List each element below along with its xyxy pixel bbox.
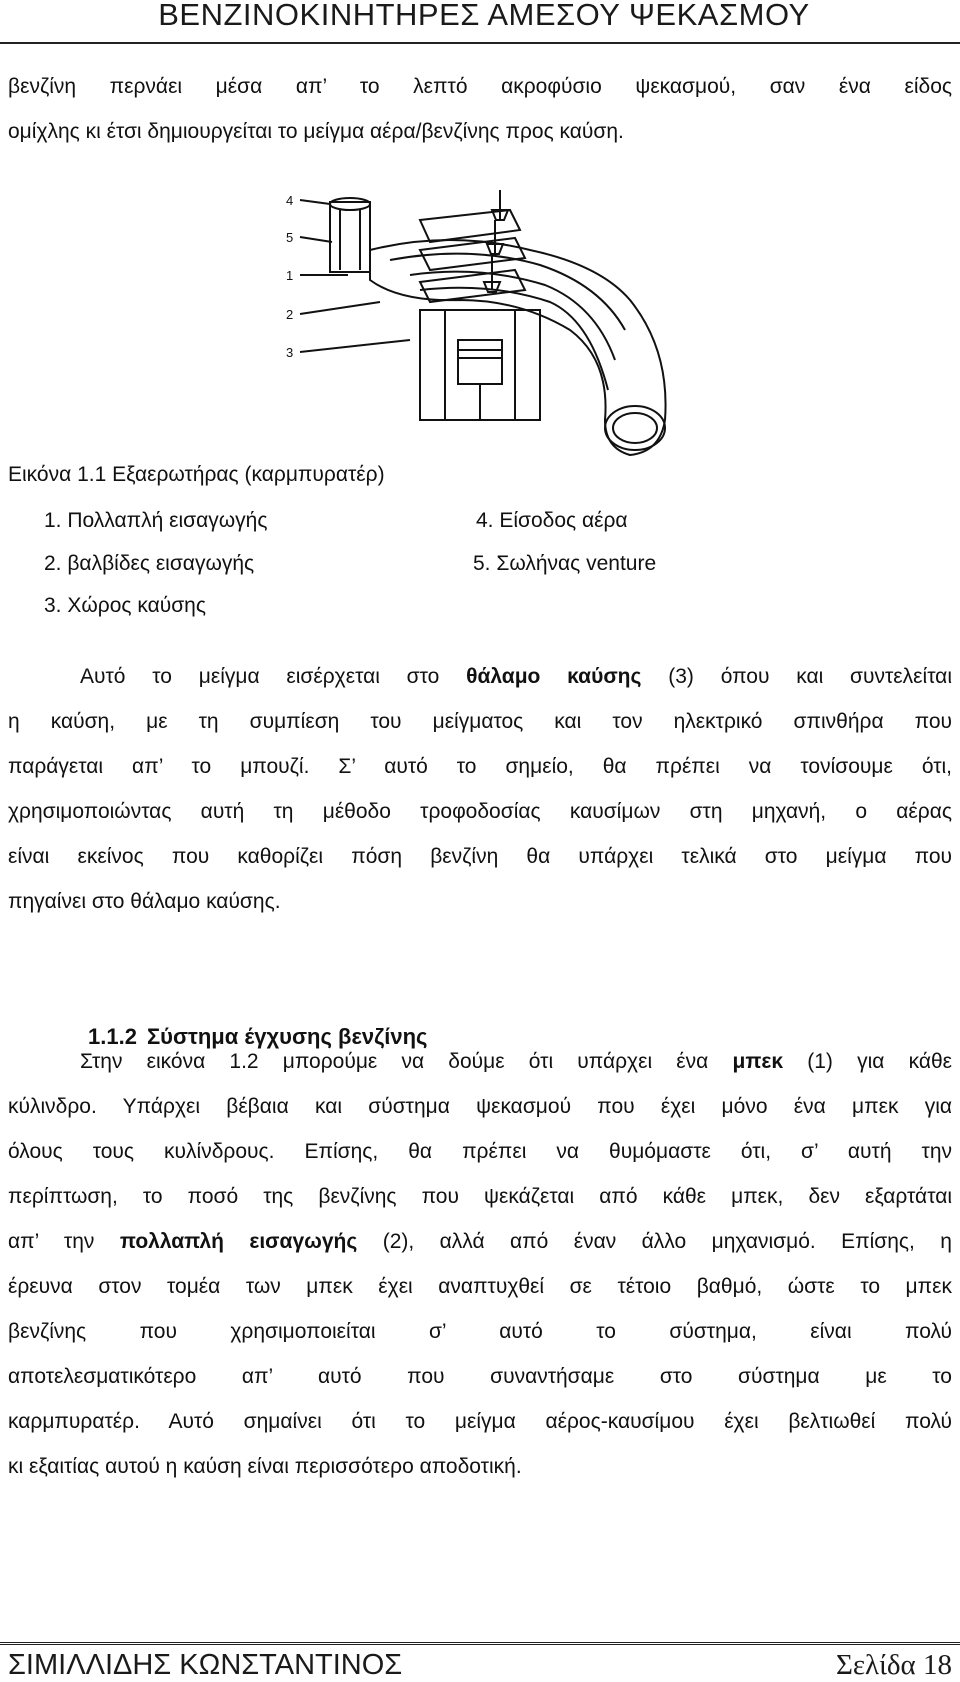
text-line: η καύση, με τη συμπίεση του μείγματος και τον ηλεκτρικό σπινθήρα που bbox=[8, 710, 952, 733]
leader-line-4 bbox=[300, 200, 330, 204]
figure-caption: Εικόνα 1.1 Εξαερωτήρας (καρμπυρατέρ) bbox=[8, 463, 385, 486]
text-line bbox=[8, 1039, 952, 1084]
bold-term: μπεκ bbox=[732, 1050, 784, 1073]
text-span: (3) όπου και συντελείται bbox=[641, 665, 952, 688]
figure-label-1: 1 bbox=[286, 268, 294, 283]
intake-manifold bbox=[370, 240, 666, 455]
page-header bbox=[0, 0, 960, 44]
figure-label-5: 5 bbox=[286, 230, 294, 245]
figure-label-2: 2 bbox=[286, 307, 294, 322]
text-line: έρευνα στον τομέα των μπεκ έχει αναπτυχθεί σε τέτοιο βαθμό, ώστε το μπεκ bbox=[8, 1275, 952, 1298]
text-line: ομίχλης κι έτσι δημιουργείται το μείγμα αέρα/βενζίνης προς καύση. bbox=[8, 120, 624, 143]
text-line: είναι εκείνος που καθορίζει πόση βενζίνη θα υπάρχει τελικά στο μείγμα που bbox=[8, 845, 952, 868]
text-line: περίπτωση, το ποσό της βενζίνης που ψεκάζεται από κάθε μπεκ, δεν εξαρτάται bbox=[8, 1185, 952, 1208]
text-line: κι εξαιτίας αυτού η καύση είναι περισσότερο αποδοτική. bbox=[8, 1455, 522, 1478]
bold-term: πολλαπλή εισαγωγής bbox=[119, 1230, 358, 1253]
carburetor-drawing bbox=[270, 190, 730, 470]
text-line: καρμπυρατέρ. Αυτό σημαίνει ότι το μείγμα αέρος-καυσίμου έχει βελτιωθεί πολύ bbox=[8, 1410, 952, 1433]
legend-item-2: 2. βαλβίδες εισαγωγής bbox=[44, 552, 255, 575]
carburetor-figure bbox=[270, 190, 730, 470]
text-line bbox=[8, 654, 952, 699]
venturi-tube bbox=[330, 202, 370, 272]
paragraph-combustion bbox=[8, 654, 952, 924]
text-span: (2), αλλά από έναν άλλο μηχανισμό. Επίσης, η bbox=[357, 1230, 952, 1253]
text-line: όλους τους κυλίνδρους. Επίσης, θα πρέπει να θυμόμαστε ότι, σ’ αυτή την bbox=[8, 1140, 952, 1163]
leader-line-5 bbox=[300, 237, 332, 242]
text-line: παράγεται απ’ το μπουζί. Σ’ αυτό το σημείο, θα πρέπει να τονίσουμε ότι, bbox=[8, 755, 952, 778]
figure-label-3: 3 bbox=[286, 345, 294, 360]
leader-line-3 bbox=[300, 340, 410, 352]
text-line: κύλινδρο. Υπάρχει βέβαια και σύστημα ψεκασμού που έχει μόνο ένα μπεκ για bbox=[8, 1095, 952, 1118]
paragraph-injection bbox=[8, 1039, 952, 1489]
text-line: αποτελεσματικότερο απ’ αυτό που συναντήσαμε στο σύστημα με το bbox=[8, 1365, 952, 1388]
header-title: ΒΕΝΖΙΝΟΚΙΝΗΤΗΡΕΣ ΑΜΕΣΟΥ ΨΕΚΑΣΜΟΥ bbox=[158, 0, 810, 32]
footer-author: ΣΙΜΙΛΛΙΔΗΣ ΚΩΝΣΤΑΝΤΙΝΟΣ bbox=[8, 1649, 403, 1681]
legend-item-1: 1. Πολλαπλή εισαγωγής bbox=[44, 509, 268, 532]
section-number: 1.1.2 bbox=[88, 1024, 137, 1049]
legend-item-5: 5. Σωλήνας venture bbox=[473, 552, 657, 575]
page-footer bbox=[0, 1642, 960, 1681]
legend-item-4: 4. Είσοδος αέρα bbox=[476, 509, 628, 532]
section-title: Σύστημα έγχυσης βενζίνης bbox=[146, 1024, 428, 1049]
text-span: Αυτό το μείγμα εισέρχεται στο bbox=[80, 665, 467, 688]
text-span: (1) για κάθε bbox=[783, 1050, 952, 1073]
piston bbox=[458, 340, 502, 384]
intro-paragraph bbox=[8, 64, 952, 154]
page-number: Σελίδα 18 bbox=[835, 1649, 952, 1681]
text-line bbox=[8, 1219, 952, 1264]
text-span: απ’ την bbox=[8, 1230, 120, 1253]
figure-label-4: 4 bbox=[286, 193, 294, 208]
text-line: χρησιμοποιώντας αυτή τη μέθοδο τροφοδοσίας καυσίμων στη μηχανή, ο αέρας bbox=[8, 800, 952, 823]
bold-term: θάλαμο καύσης bbox=[466, 665, 642, 688]
text-span: Στην εικόνα 1.2 μπορούμε να δούμε ότι υπάρχει ένα bbox=[80, 1050, 733, 1073]
text-line: βενζίνη περνάει μέσα απ’ το λεπτό ακροφύσιο ψεκασμού, σαν ένα είδος bbox=[8, 75, 952, 98]
legend-item-3: 3. Χώρος καύσης bbox=[44, 594, 206, 617]
text-line: πηγαίνει στο θάλαμο καύσης. bbox=[8, 890, 281, 913]
text-line: βενζίνης που χρησιμοποιείται σ’ αυτό το σύστημα, είναι πολύ bbox=[8, 1320, 952, 1343]
leader-line-2 bbox=[300, 302, 380, 314]
